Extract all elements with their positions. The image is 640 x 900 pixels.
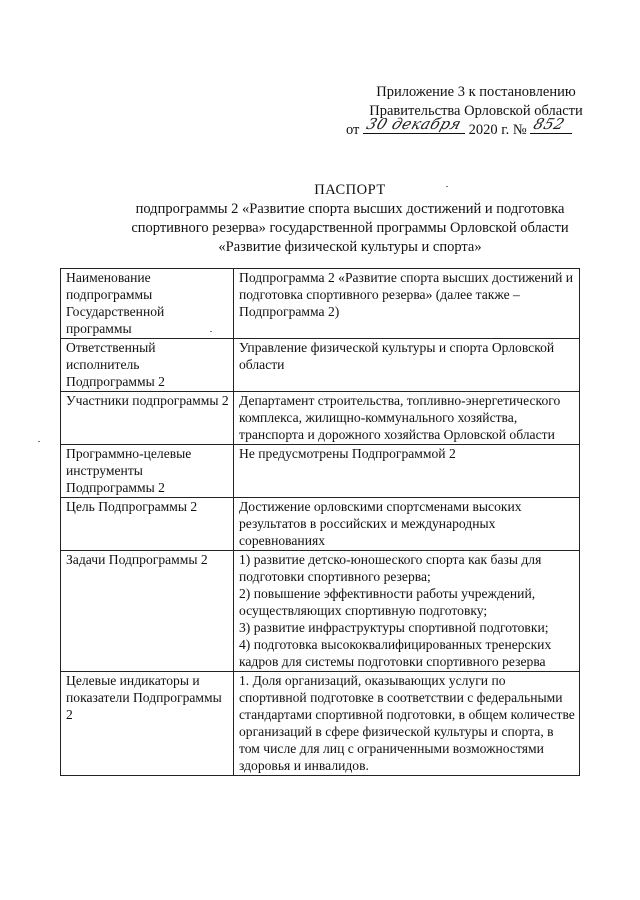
passport-table (60, 268, 580, 776)
appendix-line-1: Приложение 3 к постановлению (376, 84, 576, 100)
row-value: Подпрограмма 2 «Развитие спорта высших достижений и подготовка спортивного резерва» (далее также – Подпрограмма 2) (234, 269, 580, 339)
row-label: Задачи Подпрограммы 2 (61, 551, 234, 672)
title-line-2: спортивного резерва» государственной программы Орловской области (131, 220, 569, 236)
title-line-1: подпрограммы 2 «Развитие спорта высших достижений и подготовка (135, 201, 565, 217)
passport-title (40, 181, 640, 257)
row-label: Ответственный исполнитель Подпрограммы 2 (61, 339, 234, 392)
row-value: Департамент строительства, топливно-энергетического комплекса, жилищно-коммунального хозяйства, транспорта и дорожного хозяйства Орловской области (234, 392, 580, 445)
table-row (61, 445, 580, 498)
row-value: Достижение орловскими спортсменами высоких результатов в российских и международных соревнованиях (234, 498, 580, 551)
row-value: 1. Доля организаций, оказывающих услуги по спортивной подготовке в соответствии с федеральными стандартами спортивной подготовки, в общем количестве организаций в сфере физической культуры и спорта, в том числе для лиц с ограниченными возможностями здоровья и инвалидов. (234, 672, 580, 776)
title-line-3: «Развитие физической культуры и спорта» (218, 239, 482, 255)
row-label: Целевые индикаторы и показатели Подпрограммы 2 (61, 672, 234, 776)
row-label: Участники подпрограммы 2 (61, 392, 234, 445)
year-label: 2020 г. № (468, 122, 527, 138)
task-item: 1) развитие детско-юношеского спорта как базы для подготовки спортивного резерва; (239, 552, 542, 584)
number-blank (530, 117, 572, 134)
table-row (61, 269, 580, 339)
handwritten-date: 30 декабря (364, 115, 464, 133)
table-row (61, 498, 580, 551)
passport-heading: ПАСПОРТ (314, 182, 386, 198)
date-blank (363, 117, 465, 134)
table-row (61, 672, 580, 776)
from-label: от (346, 122, 360, 138)
task-item: 3) развитие инфраструктуры спортивной подготовки; (239, 620, 549, 635)
row-label: Цель Подпрограммы 2 (61, 498, 234, 551)
row-value: Не предусмотрены Подпрограммой 2 (234, 445, 580, 498)
appendix-line-2: Правительства Орловской области (369, 103, 583, 119)
row-value: Управление физической культуры и спорта Орловской области (234, 339, 580, 392)
row-label: Наименование подпрограммы Государственной программы (61, 269, 234, 339)
decree-date-number (346, 117, 606, 140)
table-row (61, 551, 580, 672)
scan-speck (210, 331, 212, 332)
scan-speck (38, 441, 40, 442)
table-row (61, 339, 580, 392)
task-item: 4) подготовка высококвалифицированных тренерских кадров для системы подготовки спортивного резерва (239, 637, 552, 669)
task-item: 2) повышение эффективности работы учреждений, осуществляющих спортивную подготовку; (239, 586, 536, 618)
row-value-list (234, 551, 580, 672)
scan-speck (446, 186, 448, 187)
table-row (61, 392, 580, 445)
handwritten-number: 852 (531, 115, 568, 133)
row-label: Программно-целевые инструменты Подпрограммы 2 (61, 445, 234, 498)
